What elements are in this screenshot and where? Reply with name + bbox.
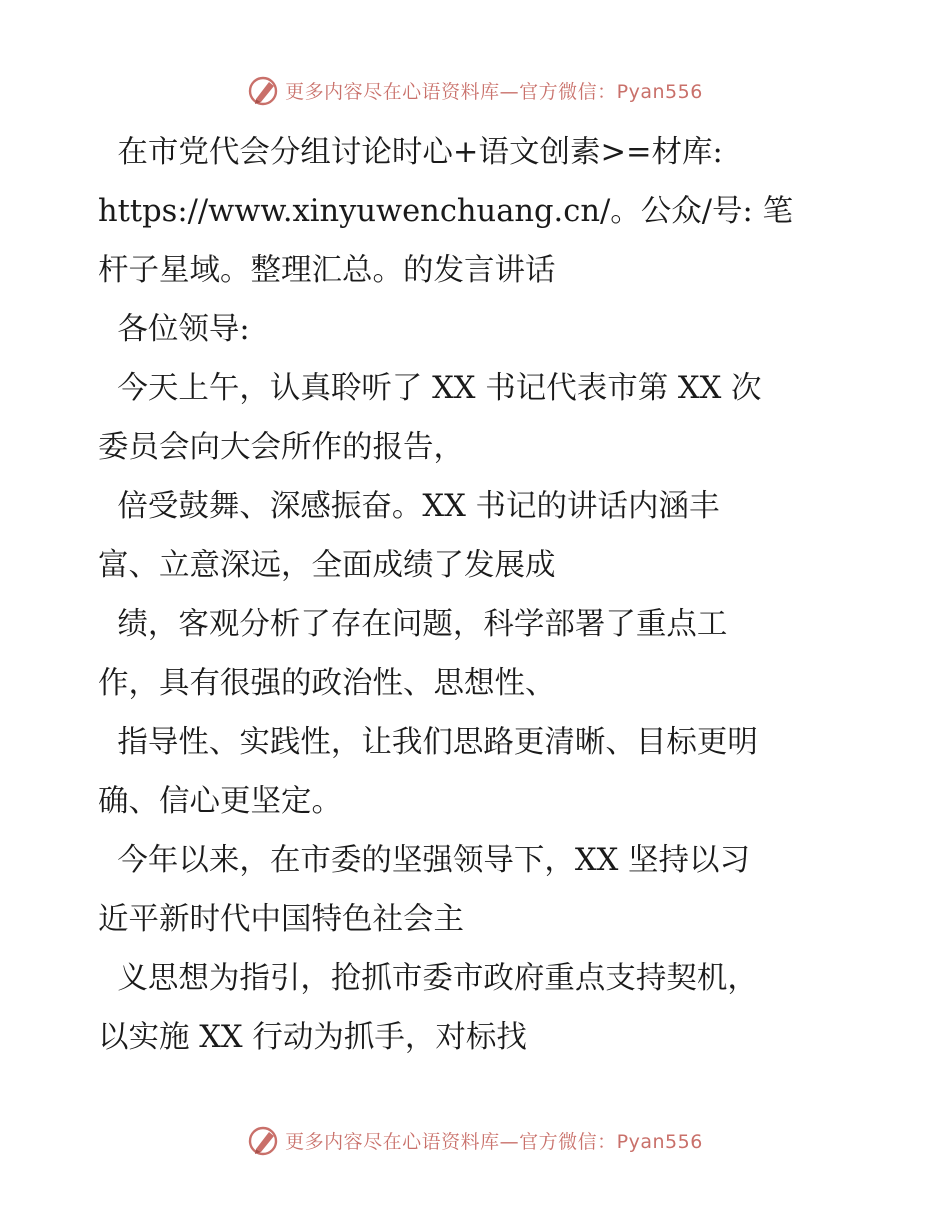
- header-banner-text: 更多内容尽在心语资料库—官方微信：Pyan556: [285, 80, 703, 103]
- text-line: 作，具有很强的政治性、思想性、: [98, 666, 556, 701]
- text-line: 今天上午，认真聆听了 XX 书记代表市第 XX 次: [98, 371, 762, 406]
- text-line: 富、立意深远，全面成绩了发展成: [98, 548, 556, 583]
- text-line: 杆子星域。整理汇总。的发言讲话: [98, 253, 556, 288]
- text-line: 今年以来，在市委的坚强领导下，XX 坚持以习: [98, 843, 751, 878]
- text-line: 以实施 XX 行动为抓手，对标找: [98, 1020, 527, 1055]
- text-line: 倍受鼓舞、深感振奋。XX 书记的讲话内涵丰: [98, 489, 720, 524]
- text-line: 义思想为指引，抢抓市委市政府重点支持契机，: [98, 961, 758, 996]
- text-line: 近平新时代中国特色社会主: [98, 902, 464, 937]
- pen-logo-icon: [247, 1123, 281, 1157]
- text-line: 指导性、实践性，让我们思路更清晰、目标更明: [98, 725, 758, 760]
- text-line: 确、信心更坚定。: [98, 784, 342, 819]
- text-line: 在市党代会分组讨论时心+语文创素>=材库:: [98, 135, 723, 170]
- text-line: 委员会向大会所作的报告，: [98, 430, 464, 465]
- document-body: [98, 123, 858, 1067]
- footer-banner-text: 更多内容尽在心语资料库—官方微信：Pyan556: [285, 1130, 703, 1153]
- text-line: https://www.xinyuwenchuang.cn/。公众/号: 笔: [98, 194, 793, 229]
- pen-logo-icon: [247, 73, 281, 107]
- text-line: 绩，客观分析了存在问题，科学部署了重点工: [98, 607, 728, 642]
- header-banner: [0, 70, 950, 110]
- footer-banner: [0, 1120, 950, 1160]
- text-line: 各位领导:: [98, 312, 250, 347]
